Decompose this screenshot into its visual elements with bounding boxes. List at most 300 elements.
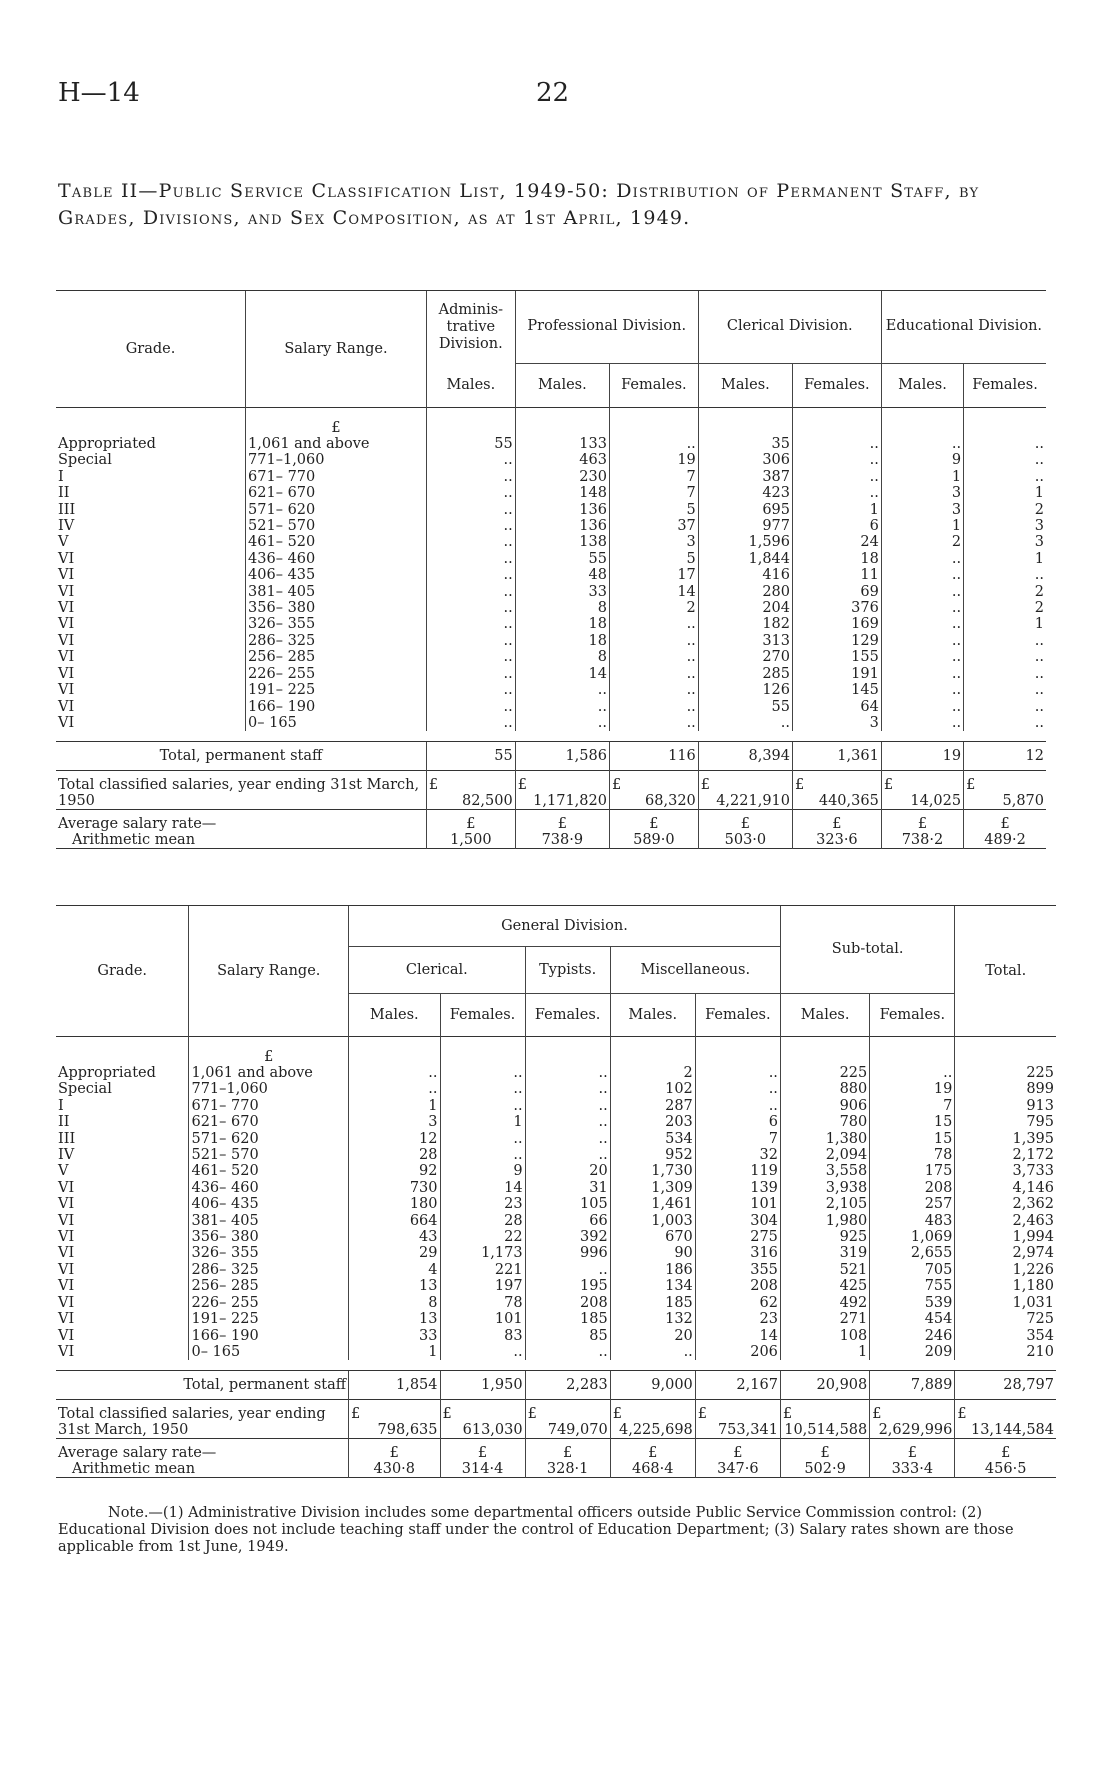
- salary-value-cell: £ 68,320: [609, 771, 698, 810]
- average-value-cell: £ 333·4: [870, 1439, 955, 1478]
- grade-cell: V: [58, 534, 69, 551]
- table-row: [56, 666, 1046, 682]
- value-cell: 1,730: [610, 1163, 695, 1179]
- salary-range-cell: 461– 520: [246, 534, 427, 550]
- cler-males-header: Males.: [698, 363, 792, 408]
- salary-range-cell: 166– 190: [189, 1328, 349, 1344]
- grade-cell: VI: [58, 1245, 75, 1262]
- average-label-2: Arithmetic mean: [72, 831, 196, 848]
- value-cell: 3,558: [780, 1163, 869, 1179]
- value-cell: 1,596: [698, 534, 792, 550]
- average-value-cell: £ 589·0: [609, 810, 698, 849]
- grade-cell: Special: [58, 1081, 112, 1098]
- average-value: 347·6: [717, 1460, 759, 1477]
- value-cell: 304: [695, 1213, 780, 1229]
- table-row: [56, 616, 1046, 632]
- salary-value: 13,144,584: [970, 1421, 1054, 1438]
- value-cell: 483: [870, 1213, 955, 1229]
- table-row: [56, 1245, 1056, 1261]
- salary-value: 5,870: [1002, 792, 1044, 809]
- value-cell: 204: [698, 600, 792, 616]
- value-cell: ..: [698, 715, 792, 731]
- ty-females-header: Females.: [525, 994, 610, 1037]
- total-staff-row: [56, 742, 1046, 771]
- value-cell: ..: [515, 682, 609, 698]
- footnote: Note.—(1) Administrative Division includes some departmental officers outside Public Service Commission control: (2) Educational Division does not include teaching staff under the control of Education Department; (3) Salary rates shown are those applicable from 1st June, 1949.: [58, 1505, 1014, 1555]
- value-cell: 880: [780, 1081, 869, 1097]
- value-cell: 208: [525, 1295, 610, 1311]
- grade-cell: III: [58, 1130, 76, 1147]
- salary-range-cell: 436– 460: [189, 1180, 349, 1196]
- clerical-header: Clerical.: [349, 947, 526, 994]
- value-cell: 2: [881, 534, 963, 550]
- value-cell: 78: [440, 1295, 525, 1311]
- value-cell: 9: [881, 452, 963, 468]
- value-cell: 1: [964, 485, 1046, 501]
- value-cell: 1,031: [955, 1295, 1056, 1311]
- table-row: [56, 584, 1046, 600]
- salary-range-cell: 226– 255: [246, 666, 427, 682]
- salary-range-cell: 286– 325: [246, 633, 427, 649]
- value-cell: 43: [349, 1229, 440, 1245]
- salary-range-cell: 326– 355: [189, 1245, 349, 1261]
- table-row: [56, 1196, 1056, 1212]
- total-value-cell: 9,000: [610, 1371, 695, 1400]
- average-value-cell: £ 1,500: [426, 810, 515, 849]
- total-value-cell: 116: [609, 742, 698, 771]
- value-cell: 3: [881, 485, 963, 501]
- value-cell: 66: [525, 1213, 610, 1229]
- value-cell: ..: [881, 682, 963, 698]
- value-cell: 132: [610, 1311, 695, 1327]
- value-cell: 37: [609, 518, 698, 534]
- table-row: [56, 699, 1046, 715]
- grade-cell: VI: [58, 649, 75, 666]
- value-cell: ..: [525, 1147, 610, 1163]
- value-cell: 208: [695, 1278, 780, 1294]
- value-cell: 2,105: [780, 1196, 869, 1212]
- salary-range-cell: 191– 225: [189, 1311, 349, 1327]
- value-cell: 32: [695, 1147, 780, 1163]
- value-cell: ..: [964, 633, 1046, 649]
- total-staff-label: Total, permanent staff: [56, 742, 426, 771]
- total-value-cell: 19: [881, 742, 963, 771]
- value-cell: ..: [964, 469, 1046, 485]
- value-cell: 246: [870, 1328, 955, 1344]
- value-cell: 206: [695, 1344, 780, 1360]
- value-cell: 425: [780, 1278, 869, 1294]
- value-cell: 492: [780, 1295, 869, 1311]
- salary-range-cell: 406– 435: [189, 1196, 349, 1212]
- average-value: 430·8: [373, 1460, 416, 1477]
- value-cell: 48: [515, 567, 609, 583]
- salary-value: 613,030: [462, 1421, 523, 1438]
- value-cell: 20: [525, 1163, 610, 1179]
- grade-cell: I: [58, 468, 64, 485]
- grade-cell: VI: [58, 1327, 75, 1344]
- value-cell: 19: [609, 452, 698, 468]
- value-cell: 35: [698, 436, 792, 452]
- value-cell: ..: [793, 469, 882, 485]
- value-cell: 3: [964, 518, 1046, 534]
- value-cell: 275: [695, 1229, 780, 1245]
- value-cell: ..: [426, 600, 515, 616]
- grade-header-2: Grade.: [56, 906, 189, 1037]
- prof-females-header: Females.: [609, 363, 698, 408]
- grade-cell: VI: [58, 1278, 75, 1295]
- salary-value: 440,365: [818, 792, 879, 809]
- value-cell: 705: [870, 1262, 955, 1278]
- value-cell: 31: [525, 1180, 610, 1196]
- value-cell: ..: [609, 616, 698, 632]
- value-cell: 129: [793, 633, 882, 649]
- salary-range-cell: 356– 380: [189, 1229, 349, 1245]
- value-cell: 23: [440, 1196, 525, 1212]
- admin-division-header: Adminis-trative Division.: [426, 291, 515, 364]
- value-cell: 257: [870, 1196, 955, 1212]
- value-cell: 925: [780, 1229, 869, 1245]
- salary-range-cell: 771–1,060: [246, 452, 427, 468]
- value-cell: 169: [793, 616, 882, 632]
- salary-value: 1,171,820: [533, 792, 607, 809]
- average-label-2: Arithmetic mean: [72, 1460, 196, 1477]
- table-row: [56, 1344, 1056, 1360]
- value-cell: 1: [881, 518, 963, 534]
- value-cell: 1: [964, 551, 1046, 567]
- table-professional-clerical-educational: [56, 290, 1046, 851]
- value-cell: 952: [610, 1147, 695, 1163]
- value-cell: 175: [870, 1163, 955, 1179]
- table-row: [56, 1328, 1056, 1344]
- value-cell: 185: [610, 1295, 695, 1311]
- table-row: [56, 1180, 1056, 1196]
- value-cell: 182: [698, 616, 792, 632]
- grade-cell: II: [58, 485, 70, 502]
- value-cell: ..: [609, 436, 698, 452]
- value-cell: 139: [695, 1180, 780, 1196]
- value-cell: ..: [881, 666, 963, 682]
- grade-cell: III: [58, 501, 76, 518]
- average-value-cell: £ 502·9: [780, 1439, 869, 1478]
- grade-cell: Appropriated: [58, 436, 156, 452]
- value-cell: ..: [426, 469, 515, 485]
- value-cell: 14: [695, 1328, 780, 1344]
- value-cell: ..: [695, 1065, 780, 1081]
- value-cell: 1,309: [610, 1180, 695, 1196]
- average-value: 314·4: [461, 1460, 504, 1477]
- table-row: [56, 452, 1046, 468]
- value-cell: 313: [698, 633, 792, 649]
- value-cell: 2,974: [955, 1245, 1056, 1261]
- value-cell: 22: [440, 1229, 525, 1245]
- salary-value-cell: £ 13,144,584: [955, 1400, 1056, 1439]
- value-cell: 101: [695, 1196, 780, 1212]
- value-cell: 148: [515, 485, 609, 501]
- value-cell: 306: [698, 452, 792, 468]
- value-cell: 1,980: [780, 1213, 869, 1229]
- value-cell: 8: [349, 1295, 440, 1311]
- value-cell: 4: [349, 1262, 440, 1278]
- total-value-cell: 1,950: [440, 1371, 525, 1400]
- value-cell: 730: [349, 1180, 440, 1196]
- grade-cell: VI: [58, 1294, 75, 1311]
- value-cell: 316: [695, 1245, 780, 1261]
- total-value-cell: 20,908: [780, 1371, 869, 1400]
- value-cell: ..: [525, 1114, 610, 1130]
- table-row: [56, 534, 1046, 550]
- salary-range-cell: 286– 325: [189, 1262, 349, 1278]
- table-row: [56, 551, 1046, 567]
- grade-cell: VI: [58, 1229, 75, 1246]
- value-cell: ..: [426, 502, 515, 518]
- average-label-1: Average salary rate—: [58, 1444, 217, 1461]
- value-cell: ..: [349, 1081, 440, 1097]
- salary-value-cell: £ 82,500: [426, 771, 515, 810]
- salary-range-cell: 436– 460: [246, 551, 427, 567]
- value-cell: 2,655: [870, 1245, 955, 1261]
- cler-females-header: Females.: [793, 363, 882, 408]
- value-cell: ..: [695, 1081, 780, 1097]
- value-cell: 795: [955, 1114, 1056, 1130]
- grade-cell: VI: [58, 632, 75, 649]
- grade-cell: Appropriated: [58, 1065, 156, 1081]
- value-cell: 155: [793, 649, 882, 665]
- grade-cell: Special: [58, 452, 112, 469]
- grade-cell: I: [58, 1097, 64, 1114]
- value-cell: 1: [881, 469, 963, 485]
- value-cell: 90: [610, 1245, 695, 1261]
- value-cell: 670: [610, 1229, 695, 1245]
- value-cell: 6: [695, 1114, 780, 1130]
- value-cell: 1,069: [870, 1229, 955, 1245]
- st-females-header: Females.: [870, 994, 955, 1037]
- value-cell: ..: [609, 649, 698, 665]
- grade-cell: VI: [58, 567, 75, 584]
- grade-cell: VI: [58, 600, 75, 617]
- value-cell: 3: [964, 534, 1046, 550]
- value-cell: 3: [793, 715, 882, 731]
- value-cell: 126: [698, 682, 792, 698]
- average-label: [56, 810, 426, 849]
- salary-value-cell: £ 440,365: [793, 771, 882, 810]
- grade-cell: VI: [58, 665, 75, 682]
- professional-division-header: Professional Division.: [515, 291, 698, 364]
- educational-division-header: Educational Division.: [881, 291, 1046, 364]
- salary-value-cell: £ 1,171,820: [515, 771, 609, 810]
- value-cell: 3: [349, 1114, 440, 1130]
- total-staff-label: Total, permanent staff: [56, 1371, 349, 1400]
- pound-sign-2: £: [189, 1037, 349, 1066]
- value-cell: 64: [793, 699, 882, 715]
- total-value-cell: 8,394: [698, 742, 792, 771]
- value-cell: 1,395: [955, 1131, 1056, 1147]
- average-value-cell: £ 314·4: [440, 1439, 525, 1478]
- value-cell: 2: [964, 600, 1046, 616]
- value-cell: 136: [515, 518, 609, 534]
- value-cell: ..: [440, 1131, 525, 1147]
- value-cell: 2: [609, 600, 698, 616]
- average-value: 468·4: [631, 1460, 674, 1477]
- value-cell: 1: [349, 1098, 440, 1114]
- value-cell: ..: [426, 551, 515, 567]
- value-cell: ..: [964, 699, 1046, 715]
- value-cell: ..: [515, 699, 609, 715]
- value-cell: 664: [349, 1213, 440, 1229]
- value-cell: 3: [609, 534, 698, 550]
- value-cell: ..: [349, 1065, 440, 1081]
- average-value: 456·5: [984, 1460, 1027, 1477]
- total-salaries-label: Total classified salaries, year ending 31st March, 1950: [56, 1400, 349, 1439]
- value-cell: 3,733: [955, 1163, 1056, 1179]
- value-cell: ..: [793, 436, 882, 452]
- salary-value-cell: £ 798,635: [349, 1400, 440, 1439]
- salary-range-cell: 356– 380: [246, 600, 427, 616]
- value-cell: 899: [955, 1081, 1056, 1097]
- value-cell: 416: [698, 567, 792, 583]
- salary-range-cell: 461– 520: [189, 1163, 349, 1179]
- value-cell: ..: [525, 1081, 610, 1097]
- grade-cell: IV: [58, 1147, 75, 1164]
- value-cell: 119: [695, 1163, 780, 1179]
- salary-range-cell: 381– 405: [246, 584, 427, 600]
- value-cell: 28: [349, 1147, 440, 1163]
- value-cell: ..: [440, 1098, 525, 1114]
- value-cell: 17: [609, 567, 698, 583]
- grade-cell: VI: [58, 1196, 75, 1213]
- value-cell: 280: [698, 584, 792, 600]
- value-cell: ..: [426, 649, 515, 665]
- salary-range-cell: 326– 355: [246, 616, 427, 632]
- value-cell: ..: [515, 715, 609, 731]
- value-cell: ..: [609, 682, 698, 698]
- value-cell: ..: [609, 715, 698, 731]
- value-cell: 20: [610, 1328, 695, 1344]
- salary-value: 4,221,910: [716, 792, 790, 809]
- edu-females-header: Females.: [964, 363, 1046, 408]
- value-cell: ..: [426, 666, 515, 682]
- value-cell: 134: [610, 1278, 695, 1294]
- total-value-cell: 7,889: [870, 1371, 955, 1400]
- value-cell: 14: [440, 1180, 525, 1196]
- salary-range-header: Salary Range.: [246, 291, 427, 408]
- value-cell: 319: [780, 1245, 869, 1261]
- value-cell: 208: [870, 1180, 955, 1196]
- value-cell: 270: [698, 649, 792, 665]
- salary-range-cell: 1,061 and above: [189, 1065, 349, 1081]
- table-row: [56, 1065, 1056, 1081]
- value-cell: 18: [515, 616, 609, 632]
- value-cell: ..: [426, 584, 515, 600]
- value-cell: 62: [695, 1295, 780, 1311]
- value-cell: 8: [515, 649, 609, 665]
- value-cell: 185: [525, 1311, 610, 1327]
- table-row: [56, 469, 1046, 485]
- grade-cell: VI: [58, 583, 75, 600]
- admin-males-header: Males.: [426, 363, 515, 408]
- value-cell: 977: [698, 518, 792, 534]
- salary-range-cell: 166– 190: [246, 699, 427, 715]
- value-cell: 695: [698, 502, 792, 518]
- value-cell: 11: [793, 567, 882, 583]
- miscellaneous-header: Miscellaneous.: [610, 947, 780, 994]
- total-salaries-label: Total classified salaries, year ending 31st March, 1950: [56, 771, 426, 810]
- value-cell: 2,094: [780, 1147, 869, 1163]
- value-cell: 3,938: [780, 1180, 869, 1196]
- value-cell: 180: [349, 1196, 440, 1212]
- table-row: [56, 1147, 1056, 1163]
- salary-range-cell: 226– 255: [189, 1295, 349, 1311]
- value-cell: 33: [515, 584, 609, 600]
- table-row: [56, 518, 1046, 534]
- total-value-cell: 1,361: [793, 742, 882, 771]
- value-cell: 2: [964, 584, 1046, 600]
- table-row: [56, 567, 1046, 583]
- prof-males-header: Males.: [515, 363, 609, 408]
- mi-males-header: Males.: [610, 994, 695, 1037]
- value-cell: 55: [515, 551, 609, 567]
- value-cell: 392: [525, 1229, 610, 1245]
- salary-range-cell: 571– 620: [189, 1131, 349, 1147]
- salary-range-header-2: Salary Range.: [189, 906, 349, 1037]
- value-cell: 136: [515, 502, 609, 518]
- salary-range-cell: 256– 285: [246, 649, 427, 665]
- value-cell: 285: [698, 666, 792, 682]
- salary-value-cell: £ 753,341: [695, 1400, 780, 1439]
- value-cell: 287: [610, 1098, 695, 1114]
- value-cell: ..: [609, 666, 698, 682]
- value-cell: 12: [349, 1131, 440, 1147]
- value-cell: 1,173: [440, 1245, 525, 1261]
- average-value: 1,500: [450, 831, 492, 848]
- value-cell: 225: [955, 1065, 1056, 1081]
- value-cell: ..: [793, 485, 882, 501]
- cl-males-header: Males.: [349, 994, 440, 1037]
- table-row: [56, 485, 1046, 501]
- total-value-cell: 1,586: [515, 742, 609, 771]
- value-cell: 454: [870, 1311, 955, 1327]
- value-cell: 376: [793, 600, 882, 616]
- table-row: [56, 1081, 1056, 1097]
- value-cell: 33: [349, 1328, 440, 1344]
- value-cell: ..: [964, 682, 1046, 698]
- salary-range-cell: 256– 285: [189, 1278, 349, 1294]
- salary-value: 68,320: [645, 792, 696, 809]
- table-general-division: [56, 905, 1056, 1480]
- grade-cell: VI: [58, 1212, 75, 1229]
- value-cell: 780: [780, 1114, 869, 1130]
- table-row: [56, 1213, 1056, 1229]
- table-row: [56, 1131, 1056, 1147]
- edu-males-header: Males.: [881, 363, 963, 408]
- salary-range-cell: 671– 770: [246, 469, 427, 485]
- value-cell: 271: [780, 1311, 869, 1327]
- value-cell: 1,003: [610, 1213, 695, 1229]
- table-row: [56, 1311, 1056, 1327]
- value-cell: ..: [695, 1098, 780, 1114]
- grade-cell: II: [58, 1114, 70, 1131]
- value-cell: 8: [515, 600, 609, 616]
- total-value-cell: 28,797: [955, 1371, 1056, 1400]
- total-value-cell: 2,167: [695, 1371, 780, 1400]
- value-cell: 24: [793, 534, 882, 550]
- total-staff-row: [56, 1371, 1056, 1400]
- value-cell: 225: [780, 1065, 869, 1081]
- average-value: 328·1: [546, 1460, 589, 1477]
- salary-value: 10,514,588: [784, 1421, 868, 1438]
- value-cell: 463: [515, 452, 609, 468]
- value-cell: 133: [515, 436, 609, 452]
- table-row: [56, 600, 1046, 616]
